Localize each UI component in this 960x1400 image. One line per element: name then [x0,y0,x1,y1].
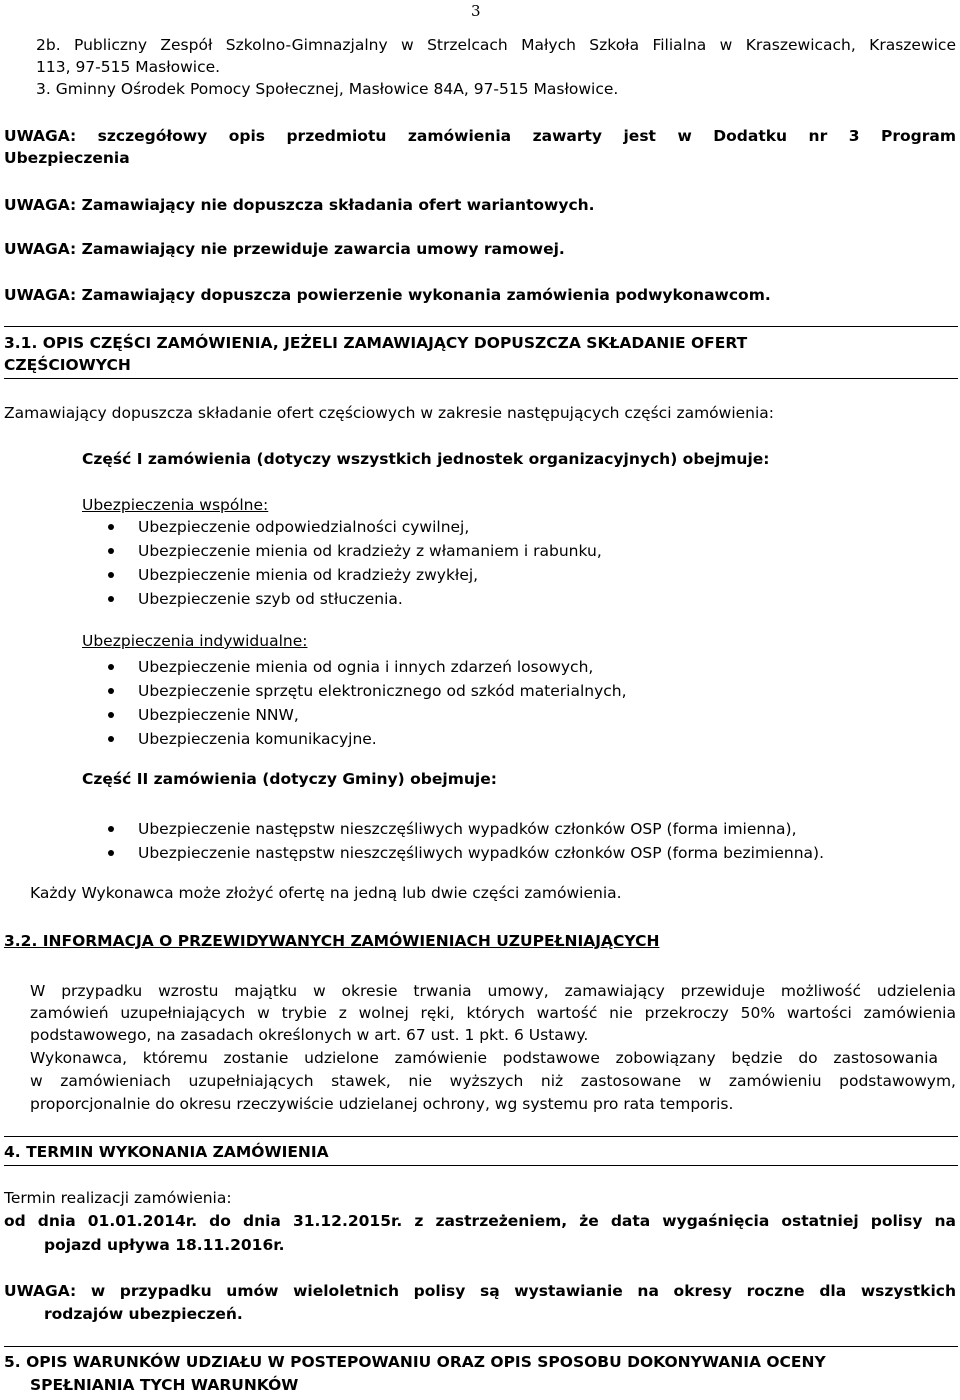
section-4-heading: 4. TERMIN WYKONANIA ZAMÓWIENIA [4,1143,329,1161]
list-item: Ubezpieczenie następstw nieszczęśliwych wypadków członków OSP (forma bezimienna). [138,844,825,862]
section-3-1-heading: 3.1. OPIS CZĘŚCI ZAMÓWIENIA, JEŻELI ZAMAWIAJĄCY DOPUSZCZA SKŁADANIE OFERT [4,334,748,352]
section-divider [4,1165,958,1166]
note-variant-offers: UWAGA: Zamawiający nie dopuszcza składania ofert wariantowych. [4,196,595,214]
note-annual-policies-cont: rodzajów ubezpieczeń. [44,1305,243,1323]
paragraph-line: proporcjonalnie do okresu rzeczywiście udzielanej ochrony, wg systemu pro rata temporis. [30,1095,734,1113]
bullet [108,572,114,578]
section-divider [4,326,958,327]
paragraph-line: w zamówieniach uzupełniających stawek, nie wyższych niż zastosowane w zamówieniu podstawowym, [30,1072,956,1090]
bullet [108,850,114,856]
bullet [108,736,114,742]
bullet [108,688,114,694]
paragraph-line: podstawowego, na zasadach określonych w art. 67 ust. 1 pkt. 6 Ustawy. [30,1026,589,1044]
list-item: Ubezpieczenie następstw nieszczęśliwych wypadków członków OSP (forma imienna), [138,820,797,838]
partial-offers-intro: Zamawiający dopuszcza składanie ofert częściowych w zakresie następujących części zamówienia: [4,404,775,422]
note-annual-policies: UWAGA: w przypadku umów wieloletnich polisy są wystawianie na okresy roczne dla wszystkich [4,1282,956,1300]
section-divider [4,1346,958,1347]
part-2-title: Część II zamówienia (dotyczy Gminy) obejmuje: [82,770,497,788]
paragraph-line: zamówień uzupełniających w trybie z wolnej ręki, których wartość nie przekroczy 50% wartości zamówienia [30,1004,956,1022]
list-item: Ubezpieczenie odpowiedzialności cywilnej, [138,518,470,536]
term-dates-cont: pojazd upływa 18.11.2016r. [44,1236,285,1254]
list-item: Ubezpieczenie NNW, [138,706,299,724]
term-label: Termin realizacji zamówienia: [4,1189,232,1207]
intro-line-2b: 2b. Publiczny Zespół Szkolno-Gimnazjalny w Strzelcach Małych Szkoła Filialna w Kraszewicach, Kraszewice [36,36,956,54]
section-3-1-heading-cont: CZĘŚCIOWYCH [4,356,131,374]
term-dates: od dnia 01.01.2014r. do dnia 31.12.2015r. z zastrzeżeniem, że data wygaśnięcia ostatniej polisy na [4,1212,956,1230]
note-subcontractors: UWAGA: Zamawiający dopuszcza powierzenie wykonania zamówienia podwykonawcom. [4,286,771,304]
note-program: UWAGA: szczegółowy opis przedmiotu zamówienia zawarty jest w Dodatku nr 3 Program [4,127,956,145]
bullet [108,712,114,718]
part-1-title: Część I zamówienia (dotyczy wszystkich jednostek organizacyjnych) obejmuje: [82,450,770,468]
note-framework: UWAGA: Zamawiający nie przewiduje zawarcia umowy ramowej. [4,240,565,258]
list-item: Ubezpieczenie mienia od kradzieży zwykłej, [138,566,479,584]
individual-insurance-label: Ubezpieczenia indywidualne: [82,632,308,650]
paragraph-line: Wykonawca, któremu zostanie udzielone zamówienie podstawowe zobowiązany będzie do zastosowania [30,1049,938,1067]
list-item: Ubezpieczenie szyb od stłuczenia. [138,590,403,608]
bullet [108,548,114,554]
list-item: Ubezpieczenie mienia od kradzieży z włamaniem i rabunku, [138,542,602,560]
section-divider [4,1136,958,1137]
note-program-cont: Ubezpieczenia [4,149,130,167]
bullet [108,664,114,670]
list-item: Ubezpieczenie mienia od ognia i innych zdarzeń losowych, [138,658,594,676]
intro-line-3: 3. Gminny Ośrodek Pomocy Społecznej, Masłowice 84A, 97-515 Masłowice. [36,80,619,98]
paragraph-line: W przypadku wzrostu majątku w okresie trwania umowy, zamawiający przewiduje możliwość udzielenia [30,982,956,1000]
parts-closing-note: Każdy Wykonawca może złożyć ofertę na jedną lub dwie części zamówienia. [30,884,622,902]
section-divider [4,378,958,379]
list-item: Ubezpieczenie sprzętu elektronicznego od szkód materialnych, [138,682,627,700]
section-5-heading: 5. OPIS WARUNKÓW UDZIAŁU W POSTEPOWANIU ORAZ OPIS SPOSOBU DOKONYWANIA OCENY [4,1353,826,1371]
page-number: 3 [471,2,481,20]
bullet [108,596,114,602]
bullet [108,524,114,530]
common-insurance-label: Ubezpieczenia wspólne: [82,496,269,514]
section-3-2-heading: 3.2. INFORMACJA O PRZEWIDYWANYCH ZAMÓWIENIACH UZUPEŁNIAJĄCYCH [4,932,660,950]
section-5-heading-cont: SPEŁNIANIA TYCH WARUNKÓW [30,1376,299,1394]
list-item: Ubezpieczenia komunikacyjne. [138,730,377,748]
intro-line-2b-cont: 113, 97-515 Masłowice. [36,58,221,76]
bullet [108,826,114,832]
